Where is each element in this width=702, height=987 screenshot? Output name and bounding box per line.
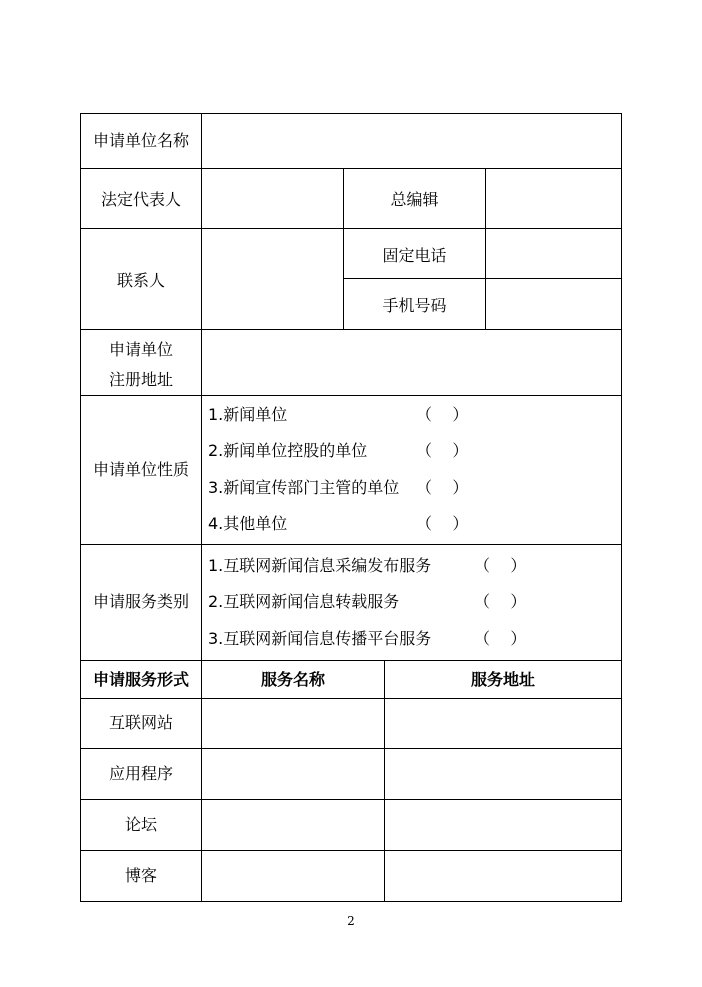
applicant-name-input[interactable]: [202, 114, 621, 168]
app-address-input[interactable]: [385, 749, 621, 799]
table-border-bottom: [80, 901, 622, 902]
mobile-input[interactable]: [486, 279, 621, 329]
service-type-option-1: 1.互联网新闻信息采编发布服务: [208, 556, 432, 575]
service-type-option-2: 2.互联网新闻信息转载服务: [208, 592, 400, 611]
forum-name-input[interactable]: [202, 800, 384, 850]
contact-person-label: 联系人: [116, 271, 165, 290]
registered-address-input[interactable]: [202, 330, 621, 395]
row-line-6: [80, 544, 622, 545]
row-line-7: [80, 660, 622, 661]
nature-option-2: 2.新闻单位控股的单位: [208, 441, 368, 460]
nature-option-2-checkbox[interactable]: （ ）: [416, 441, 469, 460]
mobile-label: 手机号码: [382, 296, 447, 315]
nature-option-4: 4.其他单位: [208, 514, 288, 533]
registered-address-label-line1: 申请单位: [108, 340, 173, 359]
service-name-header: 服务名称: [260, 670, 325, 689]
page-number: 2: [347, 914, 355, 928]
service-form-website: 互联网站: [108, 713, 173, 732]
service-form-forum: 论坛: [124, 815, 157, 834]
chief-editor-input[interactable]: [486, 169, 621, 228]
row-line-5: [80, 395, 622, 396]
unit-nature-label: 申请单位性质: [92, 460, 189, 479]
legal-representative-label: 法定代表人: [100, 190, 181, 209]
app-name-input[interactable]: [202, 749, 384, 799]
table-border-right: [621, 113, 622, 902]
landline-input[interactable]: [486, 229, 621, 278]
forum-address-input[interactable]: [385, 800, 621, 850]
applicant-name-label: 申请单位名称: [92, 131, 189, 150]
service-form-app: 应用程序: [108, 764, 173, 783]
service-type-option-2-checkbox[interactable]: （ ）: [474, 592, 527, 611]
nature-option-3: 3.新闻宣传部门主管的单位: [208, 478, 400, 497]
website-address-input[interactable]: [385, 699, 621, 748]
landline-label: 固定电话: [382, 246, 447, 265]
service-type-option-1-checkbox[interactable]: （ ）: [474, 556, 527, 575]
service-type-option-3-checkbox[interactable]: （ ）: [474, 629, 527, 648]
service-form-header: 申请服务形式: [92, 670, 189, 689]
service-type-option-3: 3.互联网新闻信息传播平台服务: [208, 629, 432, 648]
contact-person-input[interactable]: [202, 229, 343, 329]
service-form-blog: 博客: [124, 866, 157, 885]
nature-option-3-checkbox[interactable]: （ ）: [416, 478, 469, 497]
website-name-input[interactable]: [202, 699, 384, 748]
chief-editor-label: 总编辑: [390, 190, 439, 209]
nature-option-1: 1.新闻单位: [208, 405, 288, 424]
nature-option-1-checkbox[interactable]: （ ）: [416, 405, 469, 424]
blog-name-input[interactable]: [202, 851, 384, 901]
blog-address-input[interactable]: [385, 851, 621, 901]
service-type-label: 申请服务类别: [92, 592, 189, 611]
registered-address-label-line2: 注册地址: [108, 370, 173, 389]
legal-representative-input[interactable]: [202, 169, 343, 228]
nature-option-4-checkbox[interactable]: （ ）: [416, 514, 469, 533]
service-address-header: 服务地址: [470, 670, 535, 689]
